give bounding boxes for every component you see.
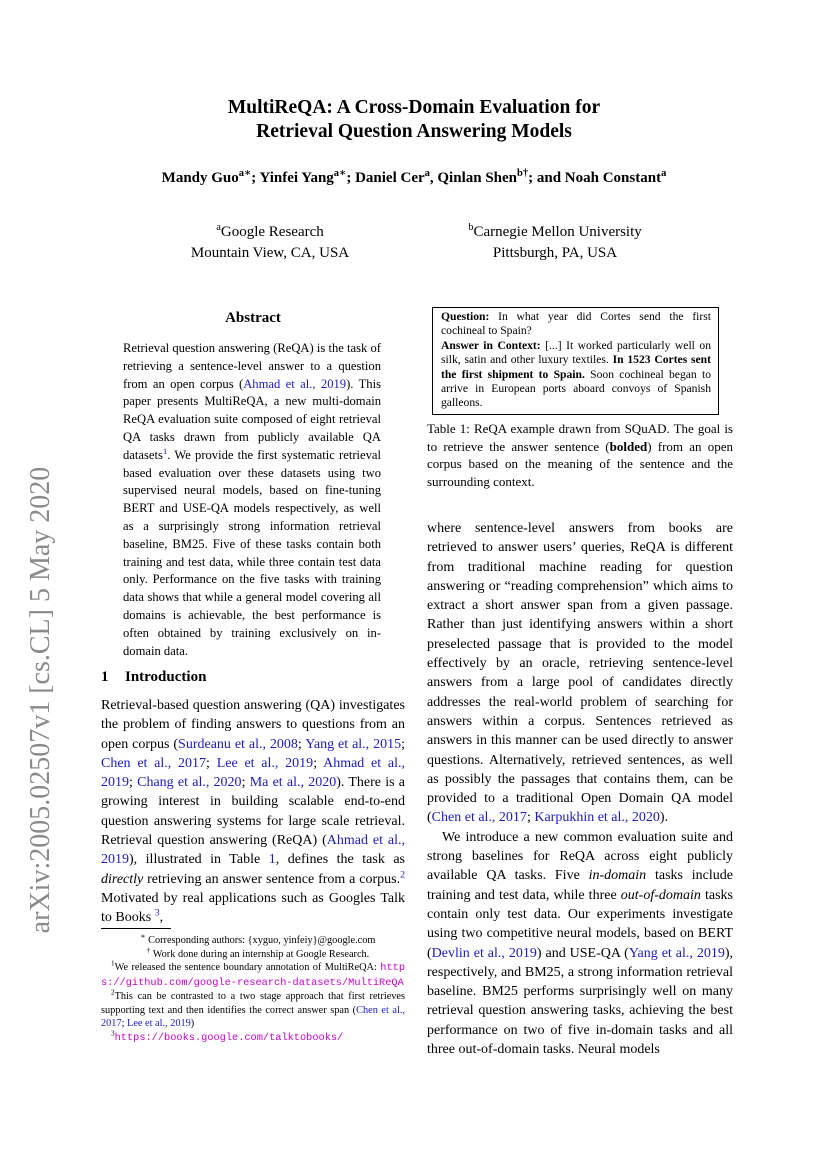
intro-paragraph [101, 696, 405, 928]
body-text: ). There is a growing interest in building scalable end-to-end question answering systems for large scale retrieval. Retrieval question answering (ReQA) ( [101, 775, 406, 849]
emphasis: in-domain [588, 868, 647, 884]
citation-link[interactable]: Chen et al., 2017 [101, 755, 207, 771]
footnote-ref[interactable]: 3 [154, 907, 160, 919]
arxiv-stamp: arXiv:2005.02507v1 [cs.CL] 5 May 2020 [25, 466, 56, 934]
affiliation-marker: b [468, 222, 474, 233]
footnote-marker: 2 [111, 988, 115, 997]
section-heading-introduction [101, 669, 405, 686]
right-column-body [427, 519, 733, 1059]
table-ref-link[interactable]: 1 [268, 852, 276, 868]
citation-link[interactable]: Lee et al., 2019 [216, 755, 314, 771]
answer-sentence: In 1523 Cortes sent the first shipment to Spain. [441, 353, 711, 381]
body-text: Motivated by real applications such as Googles Talk to Books [101, 890, 405, 926]
body-text: ; [526, 810, 535, 826]
citation-link[interactable]: Chen et al., 2017 [101, 1004, 405, 1029]
body-text: tasks include training and test data, while three [427, 868, 733, 903]
section-title: Introduction [125, 669, 207, 685]
citation-link[interactable]: Ahmad et al., 2019 [243, 376, 347, 391]
footnote-marker: † [146, 946, 151, 955]
body-text: ), illustrated in Table [129, 852, 269, 868]
table-question [441, 310, 711, 339]
affiliation-google [170, 222, 370, 264]
body-text: Retrieval-based question answering (QA) investigates the problem of finding answers to questions from an open corpus ( [101, 698, 405, 752]
affiliation-location: Mountain View, CA, USA [190, 245, 350, 261]
body-text: ). [659, 810, 669, 826]
author-name: Yinfei Yang [259, 170, 334, 186]
table-answer [441, 339, 711, 411]
body-text: , [159, 910, 164, 926]
footnote-1 [101, 961, 405, 990]
body-text: where sentence-level answers from books are retrieved to answer users’ queries, ReQA is different from traditional machine reading for question answering or “reading comprehension” which aims to extract a short answer span from a given passage. Rather than just identifying answers within a short preselected passage that is provided to the model effectively by an oracle, retrieving sentence-level answers from a large pool of candidates directly addresses the real-world problem of searching for answers within a corpus. Sentences retrieved as answers in this manner can be used directly to answer questions. Alternatively, retrieved sentences, as well as possibly the passages that contains them, can be provided to a traditional Open Domain QA model ( [427, 521, 733, 826]
question-text: In what year did Cortes send the first cochineal to Spain? [441, 310, 711, 338]
caption-bold: bolded [609, 438, 648, 454]
answer-context-text: [...] It worked particularly well on silk, satin and other luxury textiles. [441, 338, 711, 367]
citation-link[interactable]: Chen et al., 2017 [431, 810, 527, 826]
body-text: ), respectively, and BM25, a strong information retrieval baseline. BM25 performs surprisingly well on many retrieval question answering tasks, achieving the best performance on two of five in-domain tasks and all three out-of-domain tasks. Neural models [427, 945, 733, 1058]
body-text: , defines the task as [275, 852, 405, 868]
author-marker: b† [517, 168, 529, 179]
footnote-2 [101, 990, 405, 1031]
body-text: ; [241, 775, 250, 791]
affiliation-org: Google Research [220, 224, 324, 240]
emphasis: out-of-domain [620, 887, 701, 903]
author-list: Mandy Guo$^{a∗}$; Yinfei Yang$^{a∗}$; Daniel Cer$^a$, Qinlan Shen$^{b\dagger}$; and Noah Constant$^a$ [161, 168, 667, 186]
footnote-ref[interactable]: 1 [162, 445, 168, 456]
affiliation-cmu [445, 222, 665, 264]
body-text: ; [401, 736, 405, 752]
author-name: Mandy Guo [161, 170, 239, 186]
answer-context-text: Soon cochineal began to arrive in European ports aboard convoys of Spanish galleons. [441, 367, 711, 410]
abstract-text: . We provide the first systematic retrieval based evaluation over these datasets using two supervised neural models, based on fine-tuning BERT and USE-QA models respectively, as well as a surprisingly strong information retrieval baseline, BM25. Five of these tasks contain both training and test data, while three contain test data only. Performance on the five tasks with training data shows that while a general model covering all domains is achievable, the best performance is often obtained by training exclusively on in-domain data. [123, 447, 381, 658]
author-name: and Noah Constant [536, 170, 662, 186]
footnote-text: Work done during an internship at Google Research. [150, 948, 370, 960]
body-text: ) and USE-QA ( [536, 945, 629, 961]
paragraph [427, 519, 733, 828]
footnote-marker: 3 [111, 1029, 115, 1038]
paper-title [0, 96, 828, 144]
affiliation-org: Carnegie Mellon University [473, 224, 642, 240]
author-name: Daniel Cer [355, 170, 425, 186]
question-label: Question: [441, 310, 490, 323]
table-1-example-box [432, 307, 719, 415]
body-text: ; [297, 736, 306, 752]
title-line-1: MultiReQA: A Cross-Domain Evaluation for [227, 97, 601, 118]
citation-link[interactable]: Devlin et al., 2019 [431, 945, 537, 961]
footnote-divider [101, 928, 171, 929]
caption-text: ) from an open corpus based on the meaning of the sentence and the surrounding context. [427, 438, 733, 489]
github-link[interactable]: https://github.com/google-research-datasets/MultiReQA [101, 962, 405, 989]
citation-link[interactable]: Yang et al., 2019 [628, 945, 725, 961]
citation-link[interactable]: Ma et al., 2020 [249, 775, 337, 791]
author-marker: a∗ [238, 168, 252, 179]
footnote-text: Corresponding authors: {xyguo, yinfeiy}@google.com [145, 935, 376, 946]
affiliation-marker: a [216, 222, 221, 233]
emphasis: directly [101, 871, 144, 887]
answer-label: Answer in Context: [441, 338, 541, 352]
affiliation-location: Pittsburgh, PA, USA [492, 245, 618, 261]
footnote-marker: ∗ [140, 932, 146, 941]
body-text: We introduce a new common evaluation suite and strong baselines for ReQA across eight publicly available QA tasks. Five [427, 829, 733, 884]
footnote-text: This can be contrasted to a two stage approach that first retrieves supporting text and then identifies the correct answer span ( [101, 991, 405, 1016]
section-number: 1 [101, 669, 109, 685]
footnote-text: ; [121, 1018, 128, 1029]
author-marker: a∗ [333, 168, 347, 179]
title-line-2: Retrieval Question Answering Models [256, 121, 572, 142]
footnote-3 [101, 1031, 405, 1046]
footnotes [101, 934, 405, 1045]
body-text: ; [129, 775, 138, 791]
author-marker: a [661, 168, 667, 179]
author-marker: a [424, 168, 430, 179]
citation-link[interactable]: Surdeanu et al., 2008 [178, 736, 298, 752]
citation-link[interactable]: Ahmad et al., 2019 [101, 755, 406, 791]
footnote-internship [101, 948, 405, 962]
footnote-text: We released the sentence boundary annotation of MultiReQA: [114, 962, 381, 973]
paragraph [427, 828, 733, 1060]
caption-text: Table 1: ReQA example drawn from SQuAD. The goal is to retrieve the answer sentence ( [427, 421, 733, 454]
body-text: ; [313, 755, 324, 771]
citation-link[interactable]: Yang et al., 2015 [305, 736, 402, 752]
footnote-text: ) [190, 1018, 195, 1029]
abstract-heading: Abstract [225, 310, 281, 326]
table-1-caption [427, 420, 733, 490]
author-name: Qinlan Shen [437, 170, 518, 186]
body-text: ; [206, 755, 217, 771]
footnote-marker: 1 [111, 959, 115, 968]
talktobooks-link[interactable]: https://books.google.com/talktobooks/ [114, 1031, 344, 1044]
footnote-ref[interactable]: 2 [400, 869, 405, 881]
abstract-text: Retrieval question answering (ReQA) is the task of retrieving a sentence-level answer to a question from an open corpus ( [123, 341, 381, 391]
citation-link[interactable]: Chang et al., 2020 [137, 775, 242, 791]
abstract-text: ). This paper presents MultiReQA, a new multi-domain ReQA evaluation suite composed of eight retrieval QA tasks drawn from publicly available QA datasets [123, 376, 382, 462]
citation-link[interactable]: Karpukhin et al., 2020 [534, 810, 660, 826]
body-text: retrieving an answer sentence from a corpus. [143, 871, 401, 887]
citation-link[interactable]: Lee et al., 2019 [127, 1018, 191, 1029]
body-text: tasks contain only test data. Our experiments investigate using two competitive neural models, based on BERT ( [427, 887, 734, 961]
citation-link[interactable]: Ahmad et al., 2019 [101, 833, 405, 868]
abstract-body [123, 340, 381, 660]
